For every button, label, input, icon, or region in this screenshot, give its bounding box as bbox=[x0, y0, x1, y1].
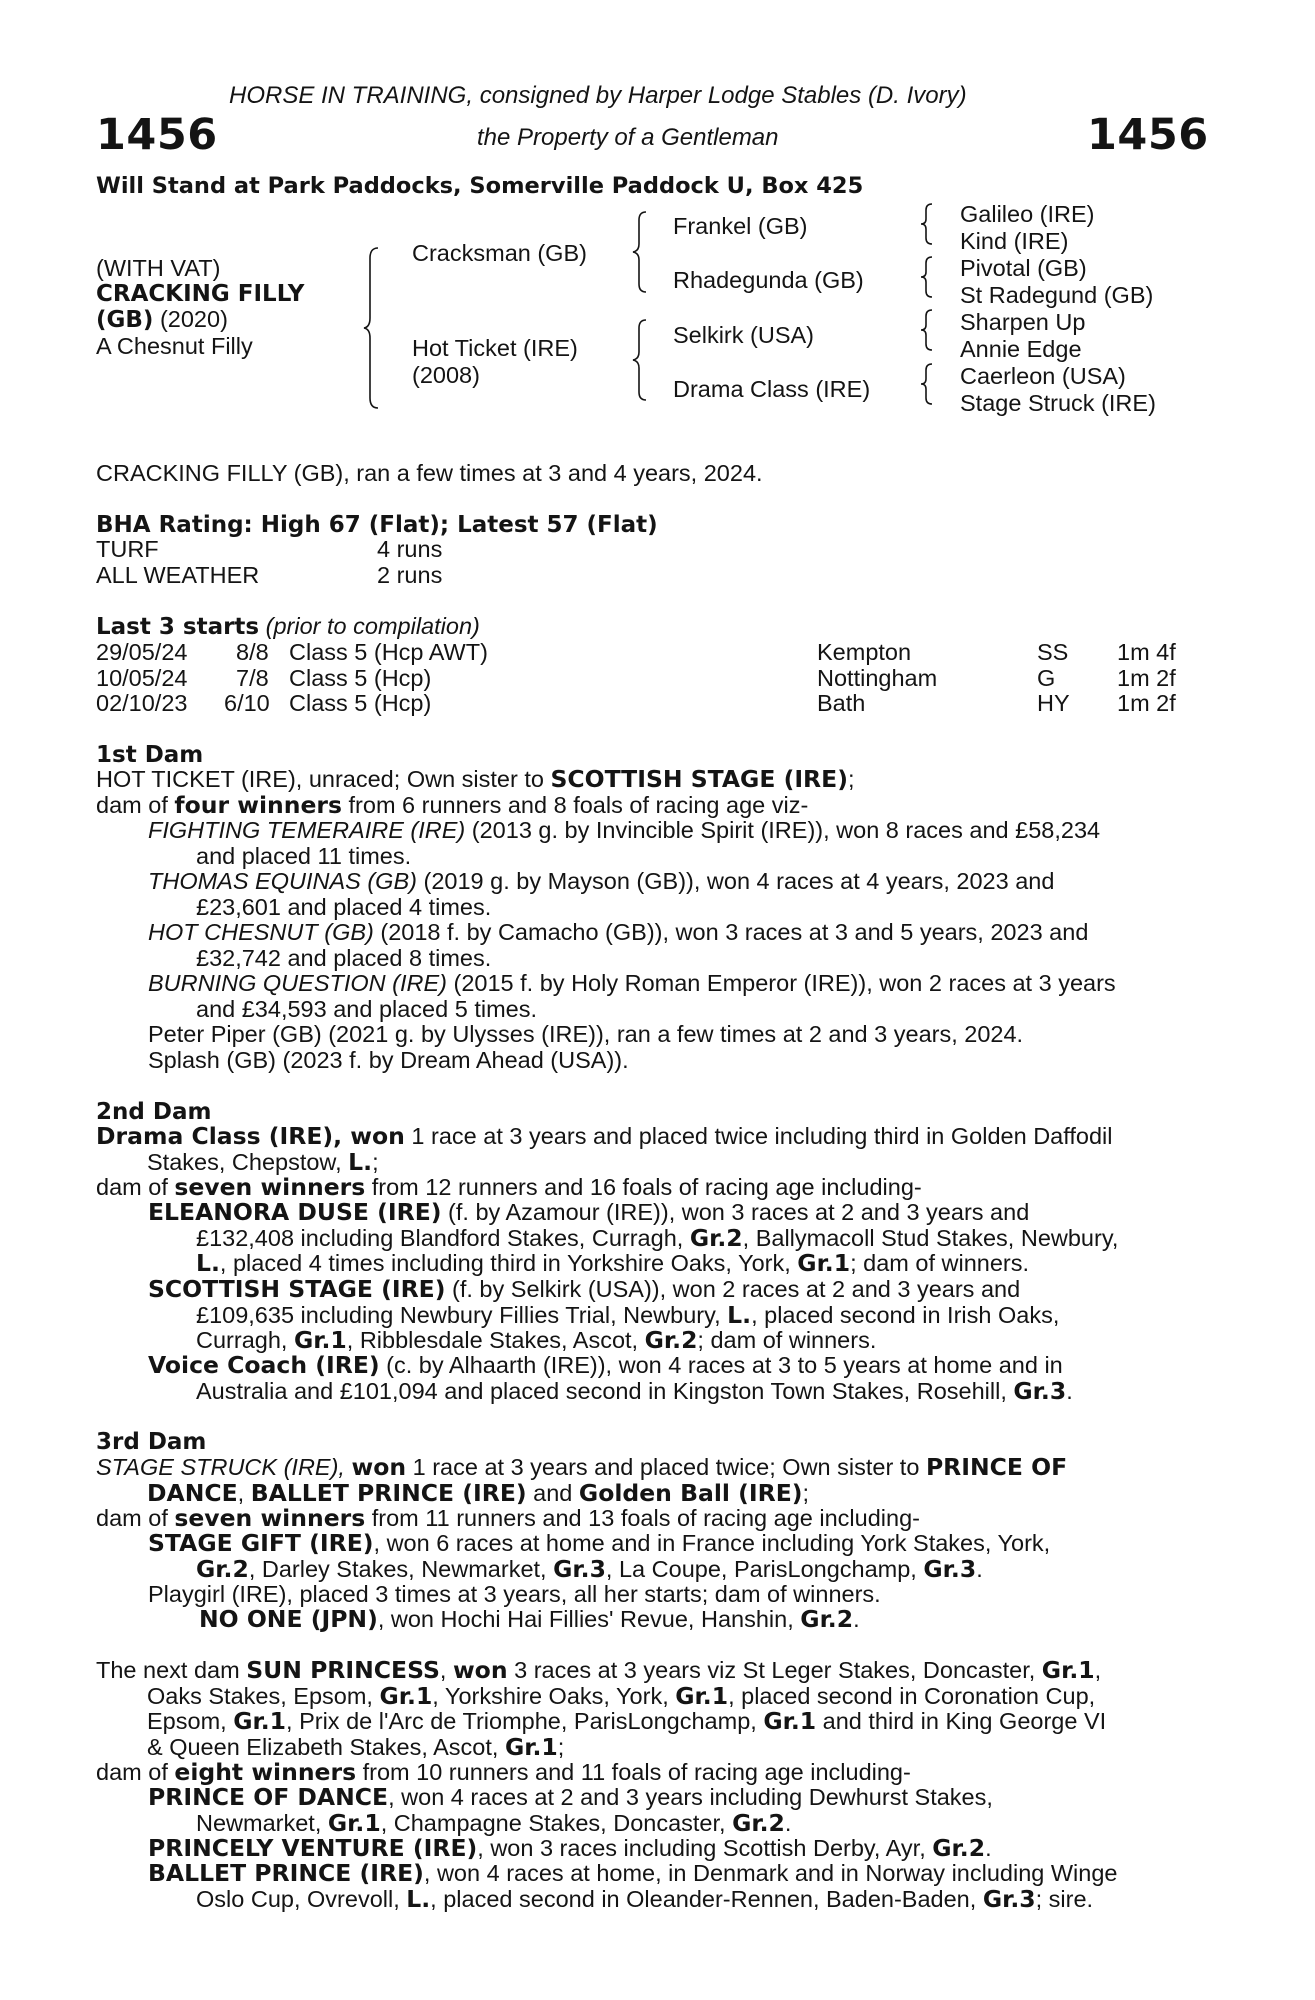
horse-year: (2020) bbox=[153, 306, 228, 332]
pedigree-sire: Cracksman (GB) bbox=[412, 240, 587, 266]
first-dam-intro-end: ; bbox=[847, 766, 855, 792]
produce-details: (2019 g. by Mayson (GB)), won 4 races at 4 years, 2023 and bbox=[416, 868, 1055, 894]
produce-line bbox=[148, 1353, 1200, 1379]
text: ; bbox=[372, 1148, 379, 1175]
text: , placed second in Coronation Cup, bbox=[728, 1682, 1096, 1709]
produce-details: (f. by Azamour (IRE)), won 3 races at 2 and 3 years and bbox=[441, 1199, 1030, 1225]
lot-number-left: 1456 bbox=[96, 110, 218, 160]
grade-label: L. bbox=[348, 1147, 373, 1176]
next-dam-line1 bbox=[96, 1658, 1200, 1684]
produce-details: , won 4 races at home, in Denmark and in Norway including Winge bbox=[423, 1860, 1118, 1886]
rating-turf-label: TURF bbox=[96, 536, 159, 562]
pedigree-ggp-8: Stage Struck (IRE) bbox=[960, 390, 1156, 416]
start-course: Kempton bbox=[817, 639, 912, 665]
produce-line bbox=[148, 920, 1200, 946]
start-position: 8/8 bbox=[236, 639, 269, 665]
produce-name: BURNING QUESTION (IRE) bbox=[148, 970, 447, 996]
text: , bbox=[439, 1657, 453, 1683]
produce-name: STAGE GIFT (IRE) bbox=[148, 1529, 374, 1557]
text: £109,635 including Newbury Fillies Trial, Newbury, bbox=[196, 1301, 728, 1328]
sibling-name: DANCE bbox=[147, 1478, 238, 1507]
playgirl-entry: Playgirl (IRE), placed 3 times at 3 years, all her starts; dam of winners. bbox=[148, 1581, 881, 1607]
produce-line bbox=[148, 1808, 1200, 1837]
second-dam-heading: 2nd Dam bbox=[96, 1099, 212, 1125]
grade-label: Gr.1 bbox=[233, 1707, 287, 1735]
text: , won Hochi Hai Fillies' Revue, Hanshin, bbox=[377, 1606, 801, 1632]
pedigree-ggp-7: Caerleon (USA) bbox=[960, 363, 1126, 389]
pedigree-bracket-dam bbox=[634, 320, 648, 400]
pedigree-bracket-sire bbox=[634, 212, 648, 292]
dam-of-text: dam of bbox=[96, 1759, 175, 1785]
produce-entry bbox=[148, 869, 1200, 920]
start-race: Class 5 (Hcp AWT) bbox=[289, 639, 488, 665]
text: ; bbox=[557, 1733, 565, 1760]
text: won bbox=[452, 1656, 508, 1684]
produce-line bbox=[148, 971, 1200, 997]
produce-line bbox=[148, 1223, 1200, 1252]
pedigree-bracket-ggp-2 bbox=[920, 257, 934, 297]
second-dam-dam-of bbox=[96, 1175, 922, 1201]
text: 1 race at 3 years and placed twice; Own sister to bbox=[406, 1454, 926, 1480]
produce-line bbox=[148, 1376, 1200, 1405]
grade-label: Gr.2 bbox=[689, 1223, 743, 1252]
sibling-name: BALLET PRINCE (IRE) bbox=[250, 1478, 527, 1507]
text: , placed second in Oleander-Rennen, Baden-Baden, bbox=[430, 1885, 983, 1912]
start-position: 6/10 bbox=[224, 690, 270, 716]
lot-number-right: 1456 bbox=[1087, 110, 1209, 160]
start-going: SS bbox=[1037, 639, 1069, 665]
produce-details: (2018 f. by Camacho (GB)), won 3 races at 3 and 5 years, 2023 and bbox=[373, 919, 1089, 945]
text: . bbox=[985, 1835, 992, 1861]
pedigree-dam: Hot Ticket (IRE) bbox=[412, 335, 578, 361]
grade-label: Gr.3 bbox=[553, 1554, 606, 1583]
next-dam-line2 bbox=[96, 1681, 1200, 1710]
produce-entry bbox=[148, 818, 1200, 869]
produce-name: THOMAS EQUINAS (GB) bbox=[148, 868, 417, 894]
produce-name: NO ONE (JPN) bbox=[199, 1605, 378, 1633]
dam-of-rest: from 10 runners and 11 foals of racing age including- bbox=[356, 1759, 911, 1785]
text: £132,408 including Blandford Stakes, Curragh, bbox=[196, 1224, 690, 1251]
first-dam-intro-text: HOT TICKET (IRE), unraced; Own sister to bbox=[96, 766, 551, 792]
next-dam-intro bbox=[96, 1658, 1200, 1760]
third-dam-heading: 3rd Dam bbox=[96, 1429, 207, 1455]
produce-line bbox=[148, 1785, 1200, 1811]
produce-details-cont: and £34,593 and placed 5 times. bbox=[196, 995, 538, 1022]
start-going: G bbox=[1037, 665, 1056, 691]
produce-entry bbox=[148, 1200, 1200, 1277]
grade-label: Gr.1 bbox=[504, 1732, 558, 1761]
horse-origin-year bbox=[96, 307, 228, 334]
pedigree-ggp-6: Annie Edge bbox=[960, 336, 1082, 362]
text: ; dam of winners. bbox=[697, 1327, 877, 1353]
grade-label: Gr.2 bbox=[196, 1554, 249, 1583]
produce-entry bbox=[148, 1861, 1200, 1912]
produce-details: (2015 f. by Holy Roman Emperor (IRE)), won 2 races at 3 years bbox=[446, 970, 1116, 996]
start-date: 02/10/23 bbox=[96, 690, 188, 716]
grade-label: L. bbox=[406, 1884, 431, 1913]
produce-line bbox=[148, 1554, 1200, 1583]
text: , Yorkshire Oaks, York, bbox=[432, 1682, 676, 1709]
last-starts-note: (prior to compilation) bbox=[265, 613, 480, 639]
grade-label: Gr.1 bbox=[797, 1249, 851, 1277]
pedigree-bracket-main bbox=[366, 248, 380, 408]
no-one-entry bbox=[199, 1607, 860, 1633]
third-dam-intro bbox=[96, 1455, 1200, 1506]
race-summary: CRACKING FILLY (GB), ran a few times at 3 and 4 years, 2024. bbox=[96, 460, 763, 486]
grade-label: Gr.2 bbox=[932, 1834, 986, 1862]
produce-entry bbox=[148, 1785, 1200, 1836]
rating-aw-label: ALL WEATHER bbox=[96, 562, 260, 588]
produce-line bbox=[148, 1300, 1200, 1329]
text: ; dam of winners. bbox=[850, 1250, 1030, 1276]
produce-line bbox=[148, 1531, 1200, 1557]
produce-line bbox=[148, 818, 1200, 844]
grade-label: Gr.1 bbox=[675, 1681, 729, 1710]
grade-label: L. bbox=[196, 1249, 220, 1277]
text: Oslo Cup, Ovrevoll, bbox=[196, 1885, 407, 1912]
text: Oaks Stakes, Epsom, bbox=[147, 1682, 380, 1709]
dam-of-text: dam of bbox=[96, 792, 175, 818]
grade-label: Gr.2 bbox=[644, 1326, 698, 1354]
pedigree-ggp-3: Pivotal (GB) bbox=[960, 255, 1087, 281]
grade-label: Gr.3 bbox=[923, 1554, 977, 1583]
vat-label: (WITH VAT) bbox=[96, 255, 221, 281]
text: Newmarket, bbox=[196, 1809, 328, 1836]
horse-country: (GB) bbox=[96, 307, 154, 333]
produce-name: FIGHTING TEMERAIRE (IRE) bbox=[148, 817, 466, 843]
first-dam-sister-name: SCOTTISH STAGE (IRE) bbox=[550, 765, 848, 793]
text: , Darley Stakes, Newmarket, bbox=[248, 1555, 554, 1582]
start-distance: 1m 2f bbox=[1117, 690, 1176, 716]
text: , bbox=[1094, 1657, 1102, 1683]
text: . bbox=[853, 1606, 860, 1632]
text: . bbox=[1066, 1377, 1073, 1404]
start-course: Nottingham bbox=[817, 665, 938, 691]
dam-of-text: dam of bbox=[96, 1505, 175, 1531]
produce-details: (f. by Selkirk (USA)), won 2 races at 2 and 3 years and bbox=[445, 1276, 1021, 1302]
third-dam-name: STAGE STRUCK (IRE) bbox=[96, 1454, 339, 1480]
produce-line bbox=[148, 1251, 1200, 1277]
produce-details-cont: and placed 11 times. bbox=[196, 842, 412, 869]
grade-label: Gr.1 bbox=[379, 1681, 433, 1710]
text: won bbox=[351, 1453, 407, 1481]
text: . bbox=[976, 1555, 983, 1582]
produce-entry bbox=[148, 920, 1200, 971]
produce-details: , won 4 races at 2 and 3 years including Dewhurst Stakes, bbox=[388, 1784, 993, 1810]
grade-label: Gr.3 bbox=[982, 1884, 1036, 1913]
grade-label: L. bbox=[727, 1300, 752, 1329]
next-dam-line3 bbox=[96, 1709, 1200, 1735]
next-dam-name: SUN PRINCESS bbox=[246, 1656, 440, 1684]
second-dam-name: Drama Class (IRE), won bbox=[96, 1122, 405, 1150]
pedigree-dam-year: (2008) bbox=[412, 362, 480, 388]
third-dam-line2 bbox=[96, 1478, 1200, 1507]
produce-details-cont: £32,742 and placed 8 times. bbox=[196, 944, 492, 971]
text: , Ribblesdale Stakes, Ascot, bbox=[346, 1327, 645, 1353]
third-dam-dam-of bbox=[96, 1506, 920, 1532]
start-going: HY bbox=[1037, 690, 1070, 716]
text: , bbox=[338, 1454, 352, 1480]
text: ; bbox=[802, 1479, 810, 1506]
text: Australia and £101,094 and placed second in Kingston Town Stakes, Rosehill, bbox=[196, 1377, 1014, 1404]
produce-name: PRINCE OF DANCE bbox=[148, 1783, 389, 1811]
grade-label: Gr.2 bbox=[732, 1808, 785, 1837]
produce-line bbox=[148, 1884, 1200, 1913]
produce-name: ELEANORA DUSE (IRE) bbox=[148, 1198, 442, 1226]
text: , won 3 races including Scottish Derby, Ayr, bbox=[477, 1835, 933, 1861]
dam-of-winners: four winners bbox=[174, 791, 342, 819]
pedigree-ggp-2: Kind (IRE) bbox=[960, 228, 1069, 254]
second-dam-intro bbox=[96, 1124, 1200, 1175]
dam-of-winners: eight winners bbox=[174, 1758, 357, 1786]
produce-line bbox=[148, 1277, 1200, 1303]
produce-plain-1: Peter Piper (GB) (2021 g. by Ulysses (IRE)), ran a few times at 2 and 3 years, 2024. bbox=[148, 1021, 1024, 1047]
text: 3 races at 3 years viz St Leger Stakes, Doncaster, bbox=[507, 1657, 1042, 1683]
pedigree-ggp-5: Sharpen Up bbox=[960, 309, 1086, 335]
text: The next dam bbox=[96, 1657, 247, 1683]
pedigree-dam-sire: Selkirk (USA) bbox=[673, 322, 815, 348]
grade-label: Gr.1 bbox=[327, 1808, 381, 1837]
grade-label: Gr.1 bbox=[763, 1707, 817, 1735]
grade-label: Gr.1 bbox=[293, 1326, 347, 1354]
start-distance: 1m 2f bbox=[1117, 665, 1176, 691]
third-dam-line1 bbox=[96, 1455, 1200, 1481]
second-dam-intro-line2 bbox=[96, 1147, 1200, 1176]
grade-label: Gr.2 bbox=[800, 1605, 854, 1633]
produce-name: Voice Coach (IRE) bbox=[148, 1351, 380, 1379]
property-line: the Property of a Gentleman bbox=[477, 124, 779, 151]
produce-entry bbox=[148, 971, 1200, 1022]
produce-line bbox=[148, 1328, 1200, 1354]
text: , bbox=[237, 1479, 251, 1506]
dam-of-rest: from 11 runners and 13 foals of racing age including- bbox=[365, 1505, 920, 1531]
produce-name: BALLET PRINCE (IRE) bbox=[148, 1859, 424, 1887]
start-race: Class 5 (Hcp) bbox=[289, 665, 432, 691]
text: Epsom, bbox=[147, 1708, 234, 1734]
text: ; sire. bbox=[1035, 1885, 1094, 1912]
text: and bbox=[526, 1479, 579, 1506]
pedigree-bracket-ggp-1 bbox=[920, 204, 934, 244]
horse-name: CRACKING FILLY bbox=[96, 281, 305, 307]
produce-entry bbox=[148, 1353, 1200, 1404]
rating-aw-runs: 2 runs bbox=[377, 562, 443, 588]
first-dam-heading: 1st Dam bbox=[96, 742, 204, 768]
text: . bbox=[784, 1809, 792, 1836]
dam-of-rest: from 12 runners and 16 foals of racing age including- bbox=[365, 1174, 922, 1200]
last-starts-heading bbox=[96, 614, 480, 641]
pedigree-ggp-1: Galileo (IRE) bbox=[960, 201, 1095, 227]
second-dam-intro-line1 bbox=[96, 1124, 1200, 1150]
horse-description: A Chesnut Filly bbox=[96, 333, 253, 359]
pedigree-sire-sire: Frankel (GB) bbox=[673, 213, 808, 239]
text: , Ballymacoll Stud Stakes, Newbury, bbox=[742, 1224, 1119, 1251]
produce-line bbox=[148, 1861, 1200, 1887]
dam-of-winners: seven winners bbox=[174, 1173, 366, 1201]
grade-label: Gr.3 bbox=[1013, 1376, 1067, 1405]
start-race: Class 5 (Hcp) bbox=[289, 690, 432, 716]
pedigree-ggp-4: St Radegund (GB) bbox=[960, 282, 1154, 308]
rating-turf-runs: 4 runs bbox=[377, 536, 443, 562]
bha-rating-heading: BHA Rating: High 67 (Flat); Latest 57 (Flat) bbox=[96, 512, 658, 538]
produce-details: (c. by Alhaarth (IRE)), won 4 races at 3 to 5 years at home and in bbox=[379, 1352, 1063, 1378]
first-dam-intro bbox=[96, 767, 854, 793]
produce-name: PRINCELY VENTURE (IRE) bbox=[148, 1834, 478, 1862]
text: , Champagne Stakes, Doncaster, bbox=[380, 1809, 733, 1836]
sibling-name: Golden Ball (IRE) bbox=[578, 1478, 803, 1507]
grade-label: Gr.1 bbox=[1041, 1656, 1095, 1684]
text: Curragh, bbox=[196, 1327, 294, 1353]
produce-entry bbox=[148, 1531, 1200, 1582]
text: , Prix de l'Arc de Triomphe, ParisLongchamp, bbox=[286, 1708, 764, 1734]
pedigree-bracket-ggp-4 bbox=[920, 364, 934, 404]
next-dam-line4 bbox=[96, 1732, 1200, 1761]
text: Stakes, Chepstow, bbox=[147, 1148, 349, 1175]
text: and third in King George VI bbox=[816, 1708, 1107, 1734]
start-date: 29/05/24 bbox=[96, 639, 188, 665]
produce-details: (2013 g. by Invincible Spirit (IRE)), won 8 races and £58,234 bbox=[465, 817, 1101, 843]
text: & Queen Elizabeth Stakes, Ascot, bbox=[147, 1733, 505, 1760]
start-position: 7/8 bbox=[236, 665, 269, 691]
produce-name: SCOTTISH STAGE (IRE) bbox=[148, 1275, 446, 1303]
dam-of-winners: seven winners bbox=[174, 1504, 366, 1532]
dam-of-text: dam of bbox=[96, 1174, 175, 1200]
text: , placed 4 times including third in Yorkshire Oaks, York, bbox=[219, 1250, 798, 1276]
start-distance: 1m 4f bbox=[1117, 639, 1176, 665]
pedigree-bracket-ggp-3 bbox=[920, 310, 934, 350]
pedigree-sire-dam: Rhadegunda (GB) bbox=[673, 267, 864, 293]
produce-name: HOT CHESNUT (GB) bbox=[148, 919, 374, 945]
stand-location: Will Stand at Park Paddocks, Somerville Paddock U, Box 425 bbox=[96, 173, 864, 199]
produce-line bbox=[148, 869, 1200, 895]
start-date: 10/05/24 bbox=[96, 665, 188, 691]
sibling-name: PRINCE OF bbox=[925, 1453, 1068, 1481]
text: , La Coupe, ParisLongchamp, bbox=[605, 1555, 924, 1582]
first-dam-dam-of bbox=[96, 793, 808, 819]
produce-details-cont: £23,601 and placed 4 times. bbox=[196, 893, 492, 920]
produce-line bbox=[148, 1200, 1200, 1226]
text: , placed second in Irish Oaks, bbox=[751, 1301, 1060, 1328]
start-course: Bath bbox=[817, 690, 866, 716]
produce-plain-2: Splash (GB) (2023 f. by Dream Ahead (USA)). bbox=[148, 1047, 629, 1073]
last-starts-title: Last 3 starts bbox=[96, 614, 260, 640]
dam-of-rest: from 6 runners and 8 foals of racing age viz- bbox=[342, 792, 809, 818]
consignment-line: HORSE IN TRAINING, consigned by Harper Lodge Stables (D. Ivory) bbox=[229, 82, 967, 109]
princely-venture-entry bbox=[148, 1836, 992, 1862]
next-dam-dam-of bbox=[96, 1760, 911, 1786]
produce-entry bbox=[148, 1277, 1200, 1354]
pedigree-dam-dam: Drama Class (IRE) bbox=[673, 376, 871, 402]
produce-details: , won 6 races at home and in France including York Stakes, York, bbox=[373, 1530, 1051, 1556]
second-dam-record: 1 race at 3 years and placed twice including third in Golden Daffodil bbox=[404, 1123, 1113, 1149]
